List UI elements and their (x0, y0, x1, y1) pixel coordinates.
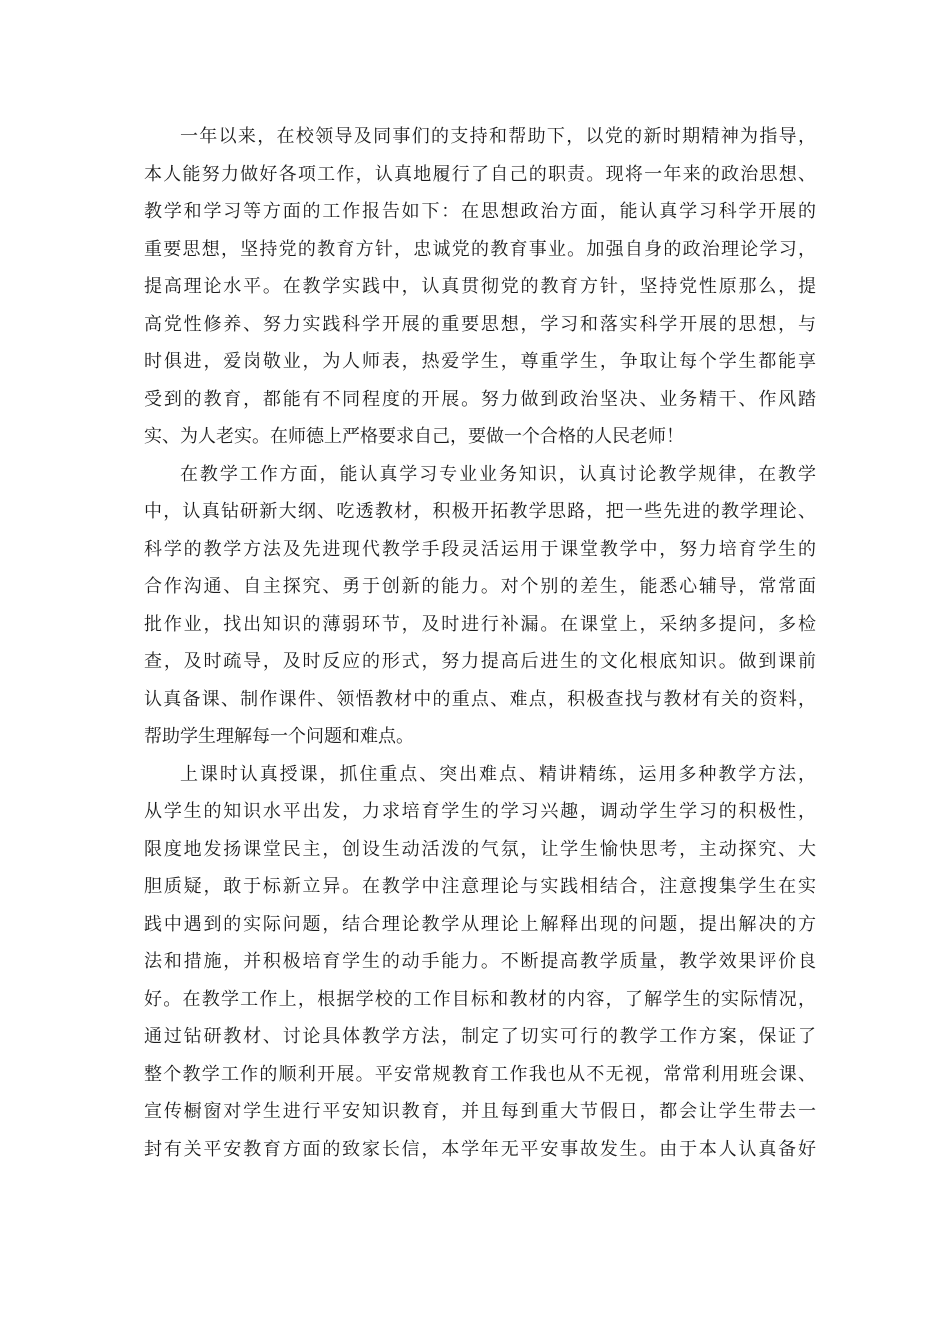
text-line: 帮助学生理解每一个问题和难点。 (144, 726, 414, 747)
text-line: 在教学工作方面，能认真学习专业业务知识，认真讨论教学规律，在教学 (180, 463, 816, 485)
text-line: 本人能努力做好各项工作，认真地履行了自己的职责。现将一年来的政治思想、 (144, 163, 816, 185)
text-line: 提高理论水平。在教学实践中，认真贯彻党的教育方针，坚持党性原那么，提 (144, 276, 816, 297)
text-line: 受到的教育，都能有不同程度的开展。努力做到政治坚决、业务精干、作风踏 (144, 388, 816, 410)
text-line: 重要思想，坚持党的教育方针，忠诚党的教育事业。加强自身的政治理论学习， (144, 238, 816, 260)
text-line: 限度地发扬课堂民主，创设生动活泼的气氛，让学生愉快思考，主动探究、大 (144, 838, 816, 860)
text-line: 科学的教学方法及先进现代教学手段灵活运用于课堂教学中，努力培育学生的 (144, 538, 816, 560)
text-line: 教学和学习等方面的工作报告如下：在思想政治方面，能认真学习科学开展的 (144, 201, 816, 222)
text-line: 上课时认真授课，抓住重点、突出难点、精讲精练，运用多种教学方法， (180, 763, 816, 785)
text-line: 查，及时疏导，及时反应的形式，努力提高后进生的文化根底知识。做到课前 (144, 651, 816, 672)
text-line: 践中遇到的实际问题，结合理论教学从理论上解释出现的问题，提出解决的方 (144, 913, 816, 935)
text-line: 时俱进，爱岗敬业，为人师表，热爱学生，尊重学生，争取让每个学生都能享 (144, 351, 816, 372)
paragraph-2 (144, 456, 816, 756)
text-line: 通过钻研教材、讨论具体教学方法，制定了切实可行的教学工作方案，保证了 (144, 1026, 816, 1047)
text-line: 封有关平安教育方面的致家长信，本学年无平安事故发生。由于本人认真备好 (144, 1138, 816, 1160)
text-line: 胆质疑，敢于标新立异。在教学中注意理论与实践相结合，注意搜集学生在实 (144, 876, 816, 897)
paragraph-3 (144, 756, 816, 1169)
text-line: 高党性修养、努力实践科学开展的重要思想，学习和落实科学开展的思想，与 (144, 313, 816, 335)
text-line: 宣传橱窗对学生进行平安知识教育，并且每到重大节假日，都会让学生带去一 (144, 1101, 816, 1122)
text-line: 一年以来，在校领导及同事们的支持和帮助下，以党的新时期精神为指导， (180, 126, 816, 147)
text-line: 批作业，找出知识的薄弱环节，及时进行补漏。在课堂上，采纳多提问，多检 (144, 613, 816, 635)
text-line: 实、为人老实。在师德上严格要求自己，要做一个合格的人民老师！ (144, 426, 684, 447)
text-line: 好。在教学工作上，根据学校的工作目标和教材的内容，了解学生的实际情况， (144, 988, 816, 1010)
text-line: 认真备课、制作课件、领悟教材中的重点、难点，积极查找与教材有关的资料， (144, 688, 816, 710)
text-line: 从学生的知识水平出发，力求培育学生的学习兴趣，调动学生学习的积极性， (144, 801, 816, 822)
text-line: 合作沟通、自主探究、勇于创新的能力。对个别的差生，能悉心辅导，常常面 (144, 576, 816, 597)
paragraph-1 (144, 118, 816, 456)
text-line: 整个教学工作的顺利开展。平安常规教育工作我也从不无视，常常利用班会课、 (144, 1063, 816, 1085)
document-body (144, 118, 816, 1168)
text-line: 法和措施，并积极培育学生的动手能力。不断提高教学质量，教学效果评价良 (144, 951, 816, 972)
text-line: 中，认真钻研新大纲、吃透教材，积极开拓教学思路，把一些先进的教学理论、 (144, 501, 816, 522)
